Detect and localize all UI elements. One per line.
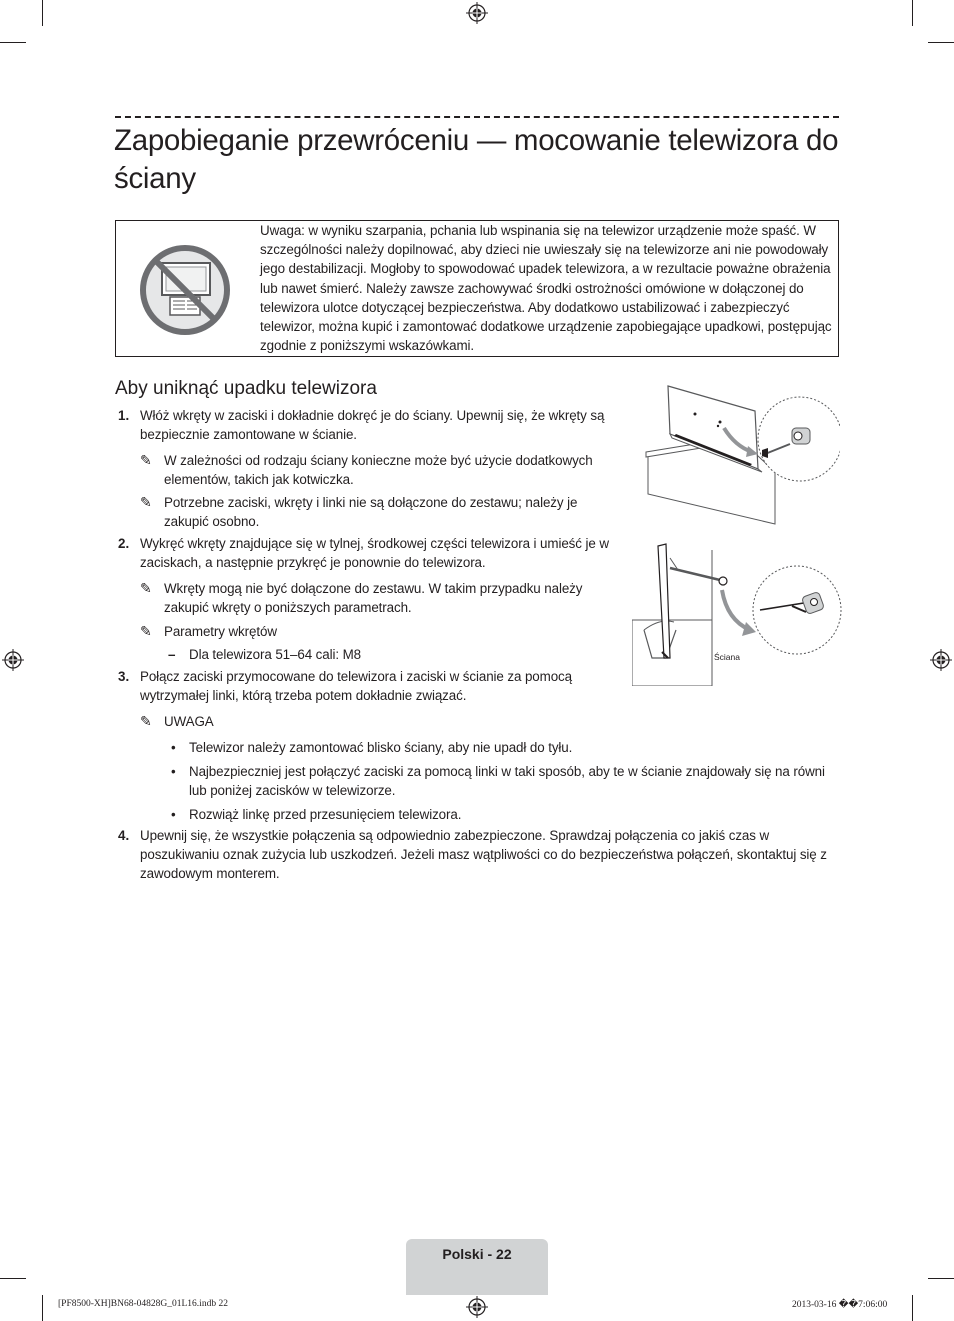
title-dashed-rule — [115, 116, 839, 118]
page-title: Zapobieganie przewróceniu — mocowanie telewizora do ściany — [114, 124, 839, 195]
note-text: Wkręty mogą nie być dołączone do zestawu. W takim przypadku należy zakupić wkręty o poniższych parametrach. — [164, 581, 583, 615]
note-pencil-icon: ✎ — [140, 713, 152, 729]
tv-clamp-figure — [640, 384, 840, 530]
crop-mark — [0, 42, 26, 43]
note-pencil-icon: ✎ — [140, 580, 152, 596]
slug-file-info: [PF8500-XH]BN68-04828G_01L16.indb 22 — [58, 1299, 228, 1309]
step-text: Połącz zaciski przymocowane do telewizora i zaciski w ścianie za pomocą wytrzymałej linki, którą trzeba potem dokładnie związać. — [140, 669, 572, 703]
crop-mark — [42, 0, 43, 26]
crop-mark — [42, 1295, 43, 1321]
wall-label: Ściana — [714, 652, 740, 662]
registration-mark-icon — [466, 2, 488, 24]
step-number: 1. — [118, 408, 130, 423]
crop-mark — [912, 1295, 913, 1321]
note-text: Potrzebne zaciski, wkręty i linki nie są dołączone do zestawu; należy je zakupić osobno. — [164, 495, 578, 529]
dash-marker: – — [168, 647, 176, 662]
crop-mark — [912, 0, 913, 26]
dash-item-text: Dla telewizora 51–64 cali: M8 — [189, 647, 362, 662]
note-text: UWAGA — [164, 714, 214, 729]
slug-date-time: 2013-03-16 ��7:06:00 — [792, 1300, 888, 1310]
step-text: Upewnij się, że wszystkie połączenia są odpowiednio zabezpieczone. Sprawdzaj połączenia co jakiś czas w poszukiwaniu oznak zużycia lub uszkodzeń. Jeżeli masz wątpliwości co do bezpieczeństwa połączeń, skontaktuj się z zawodowym monterem. — [140, 828, 827, 881]
step-text: Wykręć wkręty znajdujące się w tylnej, środkowej części telewizora i umieść je w zaciskach, a następnie przykręć je ponownie do telewizora. — [140, 536, 609, 570]
crop-mark — [928, 1278, 954, 1279]
crop-mark — [0, 1278, 26, 1279]
note-pencil-icon: ✎ — [140, 494, 152, 510]
no-climbing-tv-icon — [140, 245, 230, 335]
note-text: Parametry wkrętów — [164, 624, 277, 639]
registration-mark-icon — [930, 649, 952, 671]
registration-mark-icon — [466, 1296, 488, 1318]
warning-text: Uwaga: w wyniku szarpania, pchania lub wspinania się na telewizor urządzenie może spaść. W szczególności należy dopilnować, aby dzieci nie uwieszały się na telewizorze ani nie powodowały jego destabilizacji. Mogłoby to spowodować upadek telewizora, a w rezultacie poważne obrażenia lub nawet śmierć. Należy zawsze zachowywać środki ostrożności omówione w dołączonej do telewizora ulotce dotyczącej bezpieczeństwa. Aby dodatkowo ustabilizować i zabezpieczyć telewizor, można kupić i zamontować dodatkowe urządzenie zapobiegające upadkowi, postępując zgodnie z poniższymi wskazówkami. — [260, 223, 832, 354]
registration-mark-icon — [2, 649, 24, 671]
note-pencil-icon: ✎ — [140, 623, 152, 639]
bullet-marker: • — [171, 764, 176, 779]
section-heading: Aby uniknąć upadku telewizora — [115, 378, 377, 399]
page-number: Polski - 22 — [442, 1246, 512, 1262]
bullet-marker: • — [171, 740, 176, 755]
step-number: 4. — [118, 828, 130, 843]
bullet-text: Telewizor należy zamontować blisko ściany, aby nie upadł do tyłu. — [189, 740, 573, 755]
step-number: 2. — [118, 536, 130, 551]
step-number: 3. — [118, 669, 130, 684]
step-text: Włóż wkręty w zaciski i dokładnie dokręć je do ściany. Upewnij się, że wkręty są bezpiecznie zamontowane w ścianie. — [140, 408, 605, 442]
tv-wall-cable-figure — [632, 540, 844, 686]
crop-mark — [928, 42, 954, 43]
bullet-text: Rozwiąż linkę przed przesunięciem telewizora. — [189, 807, 462, 822]
bullet-text: Najbezpieczniej jest połączyć zaciski za pomocą linki w taki sposób, aby te w ścianie znajdowały się na równi lub poniżej zacisków w telewizorze. — [189, 764, 825, 798]
note-text: W zależności od rodzaju ściany konieczne może być użycie dodatkowych elementów, takich jak kotwiczka. — [164, 453, 593, 487]
note-pencil-icon: ✎ — [140, 452, 152, 468]
bullet-marker: • — [171, 807, 176, 822]
